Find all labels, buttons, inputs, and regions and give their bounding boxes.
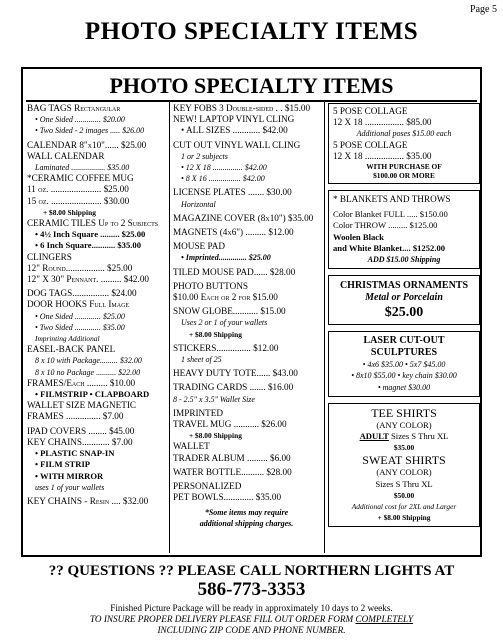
col2-line: WATER BOTTLE.......... $28.00 [173,466,292,477]
sweat-note: Additional cost for 2XL and Larger [351,502,457,512]
col1-line: 8 x 10 with Package......... $32.00 [35,356,142,366]
collage2-title: 5 POSE COLLAGE [333,139,408,150]
col1-line: 12" Round................. $25.00 [27,262,133,273]
col1-line: + $8.00 Shipping [43,207,96,217]
ornaments-sub: Metal or Porcelain [365,292,443,304]
col2-line: + $8.00 Shipping [189,431,242,441]
laser-box [328,331,480,397]
ornaments-box [328,275,480,325]
collage-box [328,103,480,184]
col1-line: DOG TAGS................ $24.00 [27,288,137,299]
col2-line: *Some items may require [204,507,289,517]
footer [0,563,503,636]
column-3 [328,103,480,527]
ornaments-title: CHRISTMAS ORNAMENTS [339,280,469,292]
footer-line-2b: COMPLETELY [355,614,413,624]
col2-line: $10.00 Each or 2 for $15.00 [173,292,278,303]
col2-line: LICENSE PLATES ....... $30.00 [173,187,292,198]
page-number: Page 5 [470,4,497,15]
phone-number[interactable]: 586-773-3353 [197,579,306,600]
col1-line: *CERAMIC COFFEE MUG [27,173,134,184]
footer-line-2a: TO INSURE PROPER DELIVERY PLEASE FILL OUT ORDER FORM [89,614,356,624]
col2-line: CUT OUT VINYL WALL CLING [173,139,301,150]
col2-line: Horizontal [181,199,216,209]
blankets-box [328,190,480,269]
footer-line-2 [0,614,503,625]
sweat-title: SWEAT SHIRTS [362,453,446,468]
col1-line: IPAD COVERS ........ $45.00 [27,425,135,436]
col2-line: + $8.00 Shipping [189,329,242,339]
col1-line: FRAMES ............... $7.00 [27,411,124,422]
col1-line: KEY CHAINS............ $7.00 [27,436,133,447]
col2-line: • 12 X 18 ............... $42.00 [181,163,267,173]
col1-line: 15 oz. ...................... $30.00 [27,195,130,206]
tee-price: $35.00 [393,443,415,453]
collage1-title: 5 POSE COLLAGE [333,106,408,116]
laser-line-3: • magnet $30.00 [377,382,431,392]
sweat-shipping: + $8.00 Shipping [377,513,431,523]
col1-line: BAG TAGS Rectangular [27,103,121,113]
col1-line: Laminated ................. $35.00 [35,163,130,173]
tee-title: TEE SHIRTS [371,405,437,420]
col1-line: 11 oz. ...................... $25.00 [27,184,129,195]
col1-line: • PLASTIC SNAP-IN [35,448,115,459]
col1-line: uses 1 of your wallets [35,482,105,492]
questions-line: ?? QUESTIONS ?? PLEASE CALL NORTHERN LIGHTS AT [48,563,455,579]
page-title: PHOTO SPECIALTY ITEMS [84,18,419,45]
col1-line: FRAMES/Each ......... $10.00 [27,377,136,388]
tee-sizes [333,431,475,442]
col2-line: TRAVEL MUG ........... $26.00 [173,419,287,430]
footer-line-3: INCLUDING ZIP CODE AND PHONE NUMBER. [157,625,346,635]
col1-line: • Two Sided ............. $35.00 [35,322,125,332]
col2-line: PHOTO BUTTONS [173,280,248,291]
col1-line: • FILM STRIP [35,459,91,470]
tee-adult: ADULT [359,431,389,442]
col1-line: • Two Sided - 2 images ..... $26.00 [35,126,145,136]
col1-line: • 6 Inch Square........... $35.00 [35,240,141,251]
col1-line: CLINGERS [27,251,72,262]
sweat-price: $50.00 [393,490,415,500]
col1-line: • One Sided ............. $25.00 [35,311,125,321]
col1-line: • One Sided ............. $20.00 [35,115,125,125]
col2-line: • Imprinted.............. $25.00 [181,253,271,263]
col1-line: Imprinting Additional [35,334,100,344]
sweat-color: (ANY COLOR) [376,467,432,478]
column-divider-2 [324,100,325,553]
blanket-woolen-b: and White Blanket.... $1252.00 [333,242,446,253]
title-divider [26,100,477,102]
col1-line: WALLET SIZE MAGNETIC [27,400,137,411]
price-list-frame [21,67,482,557]
col1-line: CALENDAR 8"x10"...... $25.00 [27,139,147,150]
col2-line: IMPRINTED [173,407,224,418]
col2-line: additional shipping charges. [199,518,294,528]
col2-line: WALLET [173,441,210,452]
blankets-shipping: ADD $15.00 Shipping [367,255,441,265]
col2-line: Uses 2 or 1 of your wallets [181,318,268,328]
blanket-woolen-a: Woolen Black [333,231,384,242]
col2-line: HEAVY DUTY TOTE...... $43.00 [173,368,298,379]
column-divider-1 [169,100,170,553]
col2-line: PERSONALIZED [173,481,242,492]
col2-line: TILED MOUSE PAD...... $28.00 [173,266,296,277]
col2-line: 1 or 2 subjects [181,151,228,161]
column-2 [173,103,320,529]
col1-line: EASEL-BACK PANEL [27,344,116,355]
blankets-title: * BLANKETS AND THROWS [333,194,451,205]
blanket-throw: Color THROW ......... $125.00 [333,220,438,231]
col1-line: KEY CHAINS - Resin .... $32.00 [27,495,149,506]
col2-line: PET BOWLS............. $35.00 [173,492,282,503]
col2-line: STICKERS............... $12.00 [173,342,279,353]
col1-line: 12" X 30" Pennant. ......... $42.00 [27,274,150,285]
col2-line: 1 sheet of 25 [181,355,222,365]
blanket-full: Color Blanket FULL ..... $150.00 [333,209,448,220]
col1-line: • 4½ Inch Square ......... $25.00 [35,229,146,240]
column-1 [27,103,165,507]
collage2-note2: $100.00 OR MORE [373,171,435,181]
collage2-price: 12 X 18 ................. $35.00 [333,150,432,161]
col2-line: NEW! LAPTOP VINYL CLING [173,114,295,125]
col1-line: WALL CALENDAR [27,150,105,161]
col2-line: TRADING CARDS ....... $16.00 [173,382,294,393]
col2-line: MAGNETS (4x6") ......... $12.00 [173,227,294,238]
laser-line-1: • 4x6 $35.00 • 5x7 $45.00 [362,360,446,370]
shirts-box [328,403,480,528]
laser-title-1: LASER CUT-OUT [363,335,445,347]
col2-line: MOUSE PAD [173,241,225,252]
footer-line-1: Finished Picture Package will be ready in approximately 10 days to 2 weeks. [110,603,393,613]
ornaments-price: $25.00 [384,305,424,321]
col1-line: CERAMIC TILES Up to 2 Subjects [27,218,159,229]
col1-line: • WITH MIRROR [35,470,104,481]
col2-line: KEY FOBS 3 Double-sided . . $15.00 [173,103,311,113]
box-title: PHOTO SPECIALTY ITEMS [109,73,394,98]
sweat-sizes: Sizes S Thru XL [375,478,433,489]
laser-line-2: • 8x10 $55.00 • key chain $30.00 [351,371,457,381]
col2-line: • ALL SIZES ............ $42.00 [181,125,288,136]
tee-color: (ANY COLOR) [376,419,432,430]
collage1-note: Additional poses $15.00 each [356,129,452,139]
collage2-note1: WITH PURCHASE OF [366,162,442,172]
col1-line: DOOR HOOKS Full Image [27,299,130,310]
collage1-price: 12 X 18 ................. $85.00 [333,117,432,128]
col2-line: TRADER ALBUM ......... $6.00 [173,452,291,463]
col2-line: 8 - 2.5" x 3.5" Wallet Size [173,394,255,404]
laser-title-2: SCULPTURES [370,347,438,359]
col2-line: • 8 X 16 ................ $42.00 [181,174,265,184]
col2-line: MAGAZINE COVER (8x10") $35.00 [173,212,314,223]
col1-line: • FILMSTRIP • CLAPBOARD [35,389,150,400]
tee-size-range: Sizes S Thru XL [388,431,449,442]
col1-line: 8 x 10 no Package .......... $22.00 [35,367,141,377]
col2-line: SNOW GLOBE........... $15.00 [173,306,286,317]
